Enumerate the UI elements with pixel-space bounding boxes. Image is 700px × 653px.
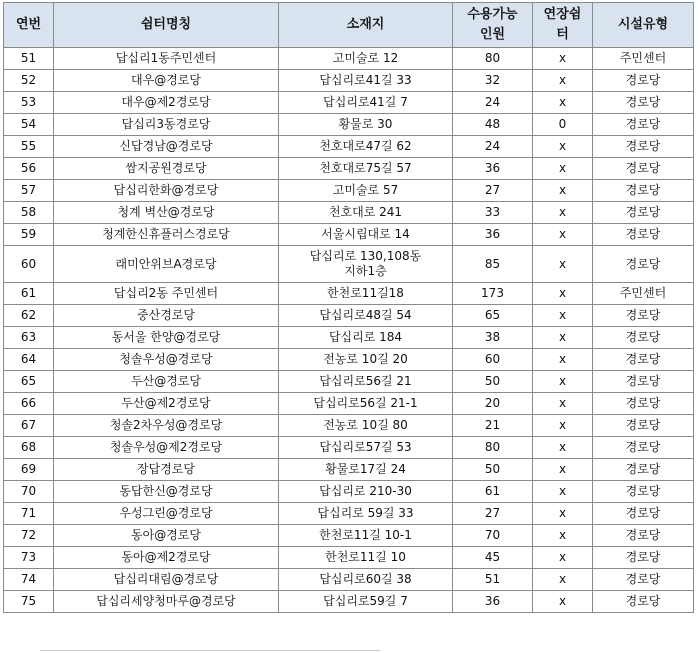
cell-extended-shelter: x: [533, 437, 593, 459]
cell-number: 70: [4, 481, 54, 503]
header-shelter-name: 쉼터명칭: [54, 3, 279, 48]
cell-number: 64: [4, 349, 54, 371]
cell-capacity: 80: [453, 437, 533, 459]
cell-shelter-name: 답십리2동 주민센터: [54, 283, 279, 305]
cell-number: 71: [4, 503, 54, 525]
cell-capacity: 24: [453, 92, 533, 114]
cell-location: 답십리로41길 7: [279, 92, 453, 114]
cell-extended-shelter: x: [533, 393, 593, 415]
cell-shelter-name: 동서울 한양@경로당: [54, 327, 279, 349]
cell-number: 65: [4, 371, 54, 393]
cell-facility-type: 경로당: [593, 481, 694, 503]
table-row: [4, 459, 694, 481]
cell-facility-type: 경로당: [593, 70, 694, 92]
cell-extended-shelter: x: [533, 283, 593, 305]
table-row: [4, 393, 694, 415]
cell-extended-shelter: x: [533, 481, 593, 503]
table-row: [4, 305, 694, 327]
cell-capacity: 36: [453, 158, 533, 180]
cell-facility-type: 경로당: [593, 180, 694, 202]
cell-number: 73: [4, 547, 54, 569]
cell-number: 74: [4, 569, 54, 591]
cell-number: 59: [4, 224, 54, 246]
cell-number: 75: [4, 591, 54, 613]
cell-shelter-name: 장답경로당: [54, 459, 279, 481]
cell-shelter-name: 답십리세양청마루@경로당: [54, 591, 279, 613]
cell-location: 답십리로41길 33: [279, 70, 453, 92]
table-row: [4, 283, 694, 305]
cell-capacity: 45: [453, 547, 533, 569]
cell-shelter-name: 두산@제2경로당: [54, 393, 279, 415]
cell-location: 한천로11길 10-1: [279, 525, 453, 547]
table-row: [4, 481, 694, 503]
cell-facility-type: 경로당: [593, 569, 694, 591]
cell-location: 전농로 10길 80: [279, 415, 453, 437]
table-row: [4, 327, 694, 349]
cell-facility-type: 경로당: [593, 437, 694, 459]
cell-extended-shelter: x: [533, 180, 593, 202]
cell-extended-shelter: x: [533, 136, 593, 158]
table-row: [4, 437, 694, 459]
cell-facility-type: 경로당: [593, 349, 694, 371]
cell-extended-shelter: x: [533, 371, 593, 393]
cell-facility-type: 경로당: [593, 246, 694, 283]
cell-location: 답십리로56길 21: [279, 371, 453, 393]
cell-facility-type: 경로당: [593, 591, 694, 613]
cell-location: 전농로 10길 20: [279, 349, 453, 371]
cell-capacity: 70: [453, 525, 533, 547]
cell-extended-shelter: x: [533, 569, 593, 591]
cell-number: 72: [4, 525, 54, 547]
cell-location: 답십리로 184: [279, 327, 453, 349]
cell-shelter-name: 신답경남@경로당: [54, 136, 279, 158]
cell-shelter-name: 동아@제2경로당: [54, 547, 279, 569]
cell-location: 답십리로48길 54: [279, 305, 453, 327]
cell-capacity: 27: [453, 503, 533, 525]
table-row: [4, 70, 694, 92]
cell-shelter-name: 청계 벽산@경로당: [54, 202, 279, 224]
header-capacity: 수용가능 인원: [453, 3, 533, 48]
table-row: [4, 246, 694, 283]
cell-facility-type: 경로당: [593, 503, 694, 525]
cell-shelter-name: 대우@경로당: [54, 70, 279, 92]
cell-location: 답십리로60길 38: [279, 569, 453, 591]
cell-shelter-name: 동아@경로당: [54, 525, 279, 547]
cell-facility-type: 경로당: [593, 415, 694, 437]
cell-facility-type: 경로당: [593, 393, 694, 415]
cell-extended-shelter: x: [533, 327, 593, 349]
cell-extended-shelter: x: [533, 92, 593, 114]
table-row: [4, 415, 694, 437]
cell-capacity: 33: [453, 202, 533, 224]
table-row: [4, 48, 694, 70]
cell-extended-shelter: x: [533, 415, 593, 437]
header-row: [4, 3, 694, 48]
cell-capacity: 48: [453, 114, 533, 136]
cell-extended-shelter: x: [533, 202, 593, 224]
cell-shelter-name: 동답한신@경로당: [54, 481, 279, 503]
cell-shelter-name: 대우@제2경로당: [54, 92, 279, 114]
cell-location: 답십리로57길 53: [279, 437, 453, 459]
cell-extended-shelter: x: [533, 349, 593, 371]
cell-number: 53: [4, 92, 54, 114]
cell-facility-type: 경로당: [593, 114, 694, 136]
cell-shelter-name: 래미안위브A경로당: [54, 246, 279, 283]
cell-shelter-name: 청솔2차우성@경로당: [54, 415, 279, 437]
cell-extended-shelter: x: [533, 525, 593, 547]
table-row: [4, 547, 694, 569]
cell-capacity: 65: [453, 305, 533, 327]
cell-number: 68: [4, 437, 54, 459]
cell-extended-shelter: x: [533, 459, 593, 481]
cell-number: 66: [4, 393, 54, 415]
cell-location: 황물로17길 24: [279, 459, 453, 481]
cell-shelter-name: 답십리한화@경로당: [54, 180, 279, 202]
cell-capacity: 50: [453, 371, 533, 393]
table-row: [4, 591, 694, 613]
cell-facility-type: 주민센터: [593, 283, 694, 305]
cell-facility-type: 경로당: [593, 305, 694, 327]
cell-extended-shelter: x: [533, 224, 593, 246]
cell-extended-shelter: x: [533, 547, 593, 569]
cell-extended-shelter: x: [533, 591, 593, 613]
cell-number: 63: [4, 327, 54, 349]
header-facility-type: 시설유형: [593, 3, 694, 48]
cell-shelter-name: 두산@경로당: [54, 371, 279, 393]
cell-extended-shelter: x: [533, 158, 593, 180]
cell-facility-type: 경로당: [593, 202, 694, 224]
cell-location: 서울시립대로 14: [279, 224, 453, 246]
header-extended-shelter: 연장쉼 터: [533, 3, 593, 48]
table-header: [4, 3, 694, 48]
cell-location: 천호대로 241: [279, 202, 453, 224]
cell-facility-type: 경로당: [593, 547, 694, 569]
cell-location: 답십리로56길 21-1: [279, 393, 453, 415]
cell-number: 51: [4, 48, 54, 70]
header-number: 연번: [4, 3, 54, 48]
cell-capacity: 60: [453, 349, 533, 371]
cell-number: 69: [4, 459, 54, 481]
cell-capacity: 24: [453, 136, 533, 158]
cell-extended-shelter: 0: [533, 114, 593, 136]
cell-capacity: 21: [453, 415, 533, 437]
table-row: [4, 180, 694, 202]
bottom-divider: [40, 650, 380, 651]
cell-location: 천호대로75길 57: [279, 158, 453, 180]
table-row: [4, 371, 694, 393]
cell-location: 고미술로 57: [279, 180, 453, 202]
cell-facility-type: 경로당: [593, 158, 694, 180]
cell-capacity: 20: [453, 393, 533, 415]
cell-number: 60: [4, 246, 54, 283]
cell-shelter-name: 답십리3동경로당: [54, 114, 279, 136]
cell-capacity: 32: [453, 70, 533, 92]
shelter-table: [3, 2, 694, 613]
cell-capacity: 80: [453, 48, 533, 70]
table-row: [4, 224, 694, 246]
cell-location: 답십리로 210-30: [279, 481, 453, 503]
table-row: [4, 92, 694, 114]
cell-location: 답십리로 130,108동 지하1층: [279, 246, 453, 283]
table-row: [4, 503, 694, 525]
cell-facility-type: 경로당: [593, 525, 694, 547]
table-row: [4, 569, 694, 591]
cell-shelter-name: 답십리대림@경로당: [54, 569, 279, 591]
cell-number: 56: [4, 158, 54, 180]
cell-extended-shelter: x: [533, 48, 593, 70]
table-row: [4, 349, 694, 371]
cell-shelter-name: 답십리1동주민센터: [54, 48, 279, 70]
cell-facility-type: 경로당: [593, 371, 694, 393]
cell-facility-type: 경로당: [593, 327, 694, 349]
cell-extended-shelter: x: [533, 503, 593, 525]
cell-capacity: 173: [453, 283, 533, 305]
cell-location: 한천로11길 10: [279, 547, 453, 569]
cell-extended-shelter: x: [533, 246, 593, 283]
cell-shelter-name: 중산경로당: [54, 305, 279, 327]
cell-number: 57: [4, 180, 54, 202]
cell-capacity: 36: [453, 224, 533, 246]
cell-capacity: 85: [453, 246, 533, 283]
cell-shelter-name: 쌈지공원경로당: [54, 158, 279, 180]
cell-number: 61: [4, 283, 54, 305]
cell-location: 답십리로59길 7: [279, 591, 453, 613]
cell-facility-type: 경로당: [593, 136, 694, 158]
cell-location: 한천로11길18: [279, 283, 453, 305]
cell-number: 55: [4, 136, 54, 158]
cell-location: 황물로 30: [279, 114, 453, 136]
table-body: [4, 48, 694, 613]
cell-location: 고미술로 12: [279, 48, 453, 70]
cell-facility-type: 경로당: [593, 224, 694, 246]
cell-extended-shelter: x: [533, 305, 593, 327]
cell-capacity: 50: [453, 459, 533, 481]
cell-number: 58: [4, 202, 54, 224]
cell-facility-type: 경로당: [593, 92, 694, 114]
cell-capacity: 51: [453, 569, 533, 591]
cell-capacity: 61: [453, 481, 533, 503]
cell-location: 답십리로 59길 33: [279, 503, 453, 525]
cell-shelter-name: 청솔우성@제2경로당: [54, 437, 279, 459]
header-location: 소재지: [279, 3, 453, 48]
cell-shelter-name: 청솔우성@경로당: [54, 349, 279, 371]
table-row: [4, 525, 694, 547]
cell-number: 54: [4, 114, 54, 136]
cell-capacity: 36: [453, 591, 533, 613]
table-row: [4, 136, 694, 158]
cell-location: 천호대로47길 62: [279, 136, 453, 158]
cell-capacity: 38: [453, 327, 533, 349]
cell-facility-type: 주민센터: [593, 48, 694, 70]
table-row: [4, 202, 694, 224]
cell-facility-type: 경로당: [593, 459, 694, 481]
cell-number: 67: [4, 415, 54, 437]
cell-shelter-name: 청계한신휴플러스경로당: [54, 224, 279, 246]
cell-number: 62: [4, 305, 54, 327]
cell-capacity: 27: [453, 180, 533, 202]
cell-number: 52: [4, 70, 54, 92]
cell-shelter-name: 우성그린@경로당: [54, 503, 279, 525]
table-row: [4, 158, 694, 180]
cell-extended-shelter: x: [533, 70, 593, 92]
table-row: [4, 114, 694, 136]
